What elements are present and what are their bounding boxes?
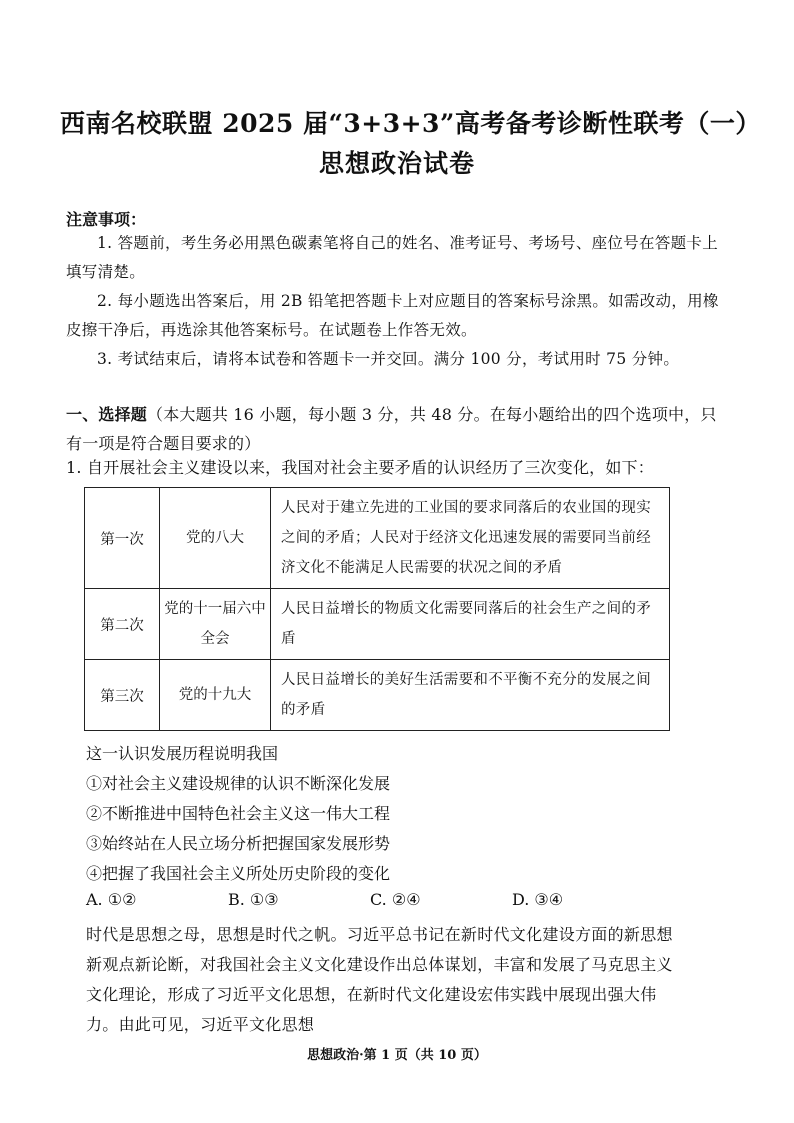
table-cell-content: 人民日益增长的物质文化需要同落后的社会生产之间的矛盾 (271, 589, 670, 660)
statement-4: ④把握了我国社会主义所处历史阶段的变化 (86, 864, 391, 883)
table-cell-time: 第三次 (85, 660, 160, 731)
page-footer: 思想政治·第 1 页（共 10 页） (307, 1048, 487, 1063)
choice-a: A. ①② (86, 890, 137, 909)
section-header (66, 400, 732, 458)
notice-item-3: 3. 考试结束后，请将本试卷和答题卡一并交回。满分 100 分，考试用时 75 分钟。 (97, 350, 680, 368)
table-row (85, 660, 670, 731)
table-cell-meeting: 党的八大 (160, 488, 271, 589)
subject-title: 思想政治试卷 (318, 149, 475, 178)
choice-b: B. ①③ (228, 890, 279, 909)
choice-d: D. ③④ (512, 890, 564, 909)
table-cell-meeting: 党的十九大 (160, 660, 271, 731)
table-row (85, 488, 670, 589)
question-2-stem: 时代是思想之母，思想是时代之帆。习近平总书记在新时代文化建设方面的新思想新观点新论断，对我国社会主义文化建设作出总体谋划，丰富和发展了马克思主义文化理论，形成了习近平文化思想，在新时代文化建设宏伟实践中展现出强大伟力。由此可见，习近平文化思想 (86, 925, 673, 1034)
choice-c: C. ②④ (370, 890, 421, 909)
exam-title: 西南名校联盟 2025 届“3+3+3”高考备考诊断性联考（一） (60, 109, 761, 138)
statement-3: ③始终站在人民立场分析把握国家发展形势 (86, 834, 391, 853)
table-cell-time: 第一次 (85, 488, 160, 589)
notice-item-2: 2. 每小题选出答案后，用 2B 铅笔把答题卡上对应题目的答案标号涂黑。如需改动，用橡皮擦干净后，再选涂其他答案标号。在试题卷上作答无效。 (66, 292, 719, 339)
contradiction-table (84, 487, 670, 731)
notice-heading: 注意事项： (66, 210, 147, 229)
table-cell-content: 人民日益增长的美好生活需要和不平衡不充分的发展之间的矛盾 (271, 660, 670, 731)
question-1-lead: 这一认识发展历程说明我国 (86, 744, 279, 763)
table-cell-meeting: 党的十一届六中全会 (160, 589, 271, 660)
section-description: （本大题共 16 小题，每小题 3 分，共 48 分。在每小题给出的四个选项中，只有一项是符合题目要求的） (66, 405, 717, 453)
table-row (85, 589, 670, 660)
question-1-stem: 1. 自开展社会主义建设以来，我国对社会主要矛盾的认识经历了三次变化，如下： (66, 458, 654, 477)
table-cell-content: 人民对于建立先进的工业国的要求同落后的农业国的现实之间的矛盾；人民对于经济文化迅速发展的需要同当前经济文化不能满足人民需要的状况之间的矛盾 (271, 488, 670, 589)
notice-item-1: 1. 答题前，考生务必用黑色碳素笔将自己的姓名、准考证号、考场号、座位号在答题卡上填写清楚。 (66, 234, 719, 281)
statement-1: ①对社会主义建设规律的认识不断深化发展 (86, 774, 391, 793)
table-cell-time: 第二次 (85, 589, 160, 660)
section-heading: 一、选择题 (66, 405, 148, 424)
statement-2: ②不断推进中国特色社会主义这一伟大工程 (86, 804, 391, 823)
